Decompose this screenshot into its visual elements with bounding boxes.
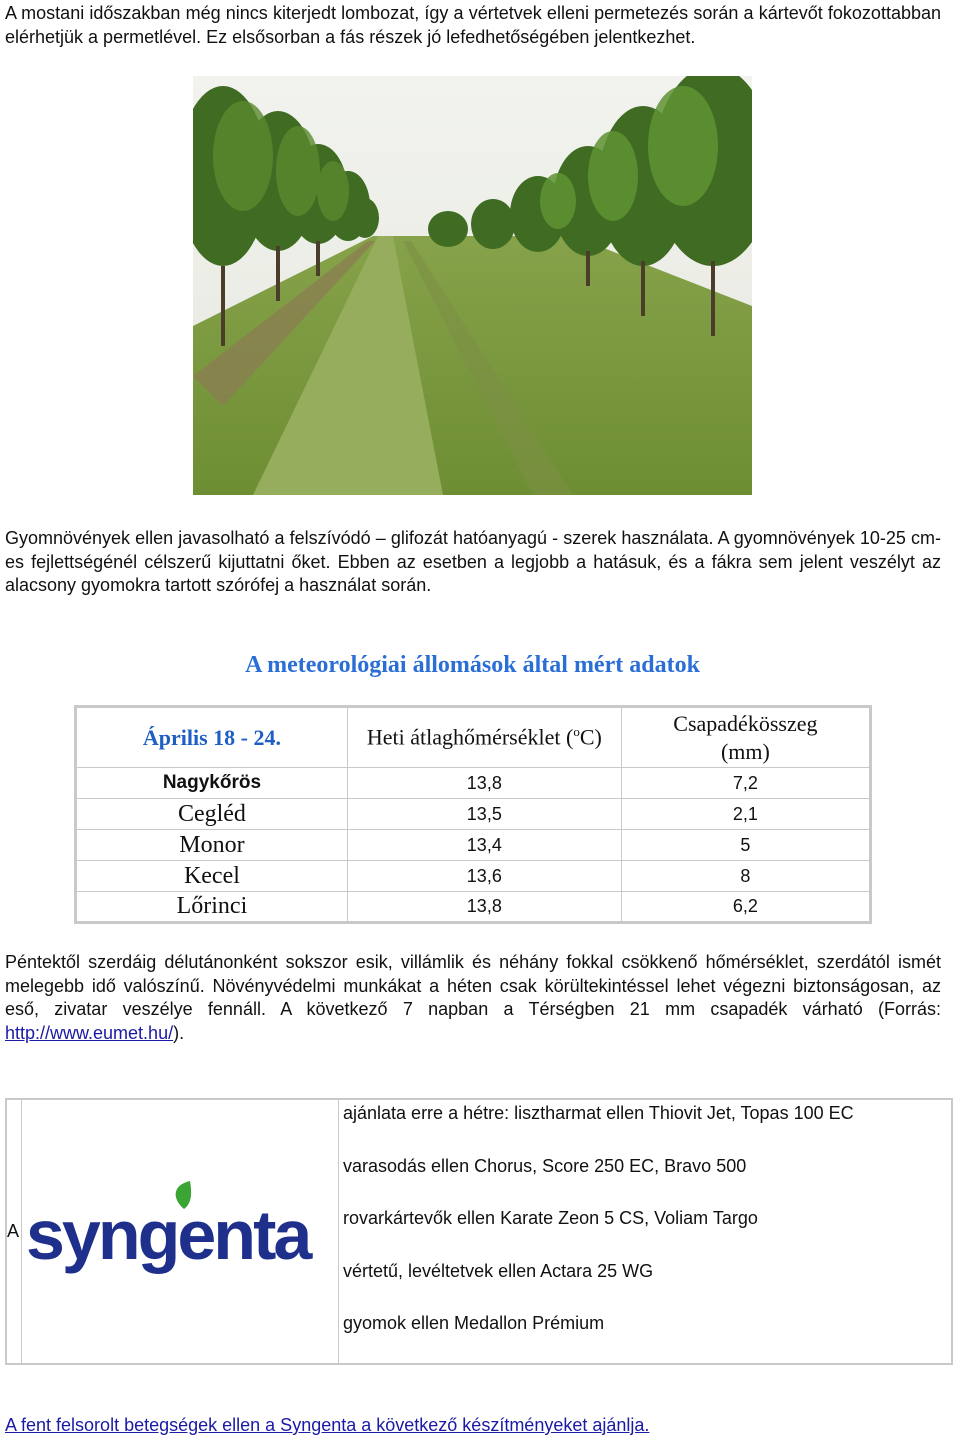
period-label: Április 18 - 24. — [76, 707, 348, 768]
orchard-photo-drawing — [193, 76, 752, 495]
syngenta-logo — [22, 1099, 339, 1364]
station-name: Monor — [76, 830, 348, 861]
offer-item: varasodás ellen Chorus, Score 250 EC, Bravo 500 — [343, 1155, 747, 1176]
offer-item: ajánlata erre a hétre: lisztharmat ellen Thiovit Jet, Topas 100 EC — [343, 1103, 854, 1123]
precipitation-value: 2,1 — [621, 799, 870, 830]
table-row — [76, 799, 871, 830]
forecast-paragraph — [5, 951, 941, 1045]
table-row — [76, 768, 871, 799]
precipitation-column-header: Csapadékösszeg (mm) — [621, 707, 870, 768]
offer-item: gyomok ellen Medallon Prémium — [343, 1313, 605, 1334]
offer-list — [339, 1099, 953, 1364]
syngenta-wordmark: syngenta — [26, 1195, 310, 1274]
temperature-value: 13,8 — [347, 768, 621, 799]
recommended-products-link[interactable]: A fent felsorolt betegségek ellen a Syngenta a következő készítményeket ajánlja. — [5, 1415, 650, 1435]
temperature-value: 13,5 — [347, 799, 621, 830]
precipitation-value: 8 — [621, 861, 870, 892]
forecast-text: Péntektől szerdáig délutánonként sokszor esik, villámlik és néhány fokkal csökkenő hőmérséklet, szerdától ismét melegebb idő valószínű. Növényvédelmi munkákat a héten csak körültekintéssel lehet végezni biztonságosan, az eső, zivatar veszélye fennáll. A következő 7 napban a Térségben 21 mm csapadék várható (Forrás: — [5, 952, 941, 1019]
eumet-link[interactable]: http://www.eumet.hu/ — [5, 1022, 174, 1043]
syngenta-logo-mark — [22, 1179, 338, 1279]
temperature-value: 13,4 — [347, 830, 621, 861]
station-name: Nagykőrös — [76, 768, 348, 799]
offer-item: vértetű, levéltetvek ellen Actara 25 WG — [343, 1260, 654, 1281]
temperature-column-header: Heti átlaghőmérséklet ($^o$C) — [347, 707, 621, 768]
precipitation-value: 6,2 — [621, 892, 870, 923]
station-name: Lőrinci — [76, 892, 348, 923]
orchard-photo — [193, 76, 752, 495]
forecast-end: ). — [173, 1022, 185, 1043]
table-row — [76, 861, 871, 892]
precipitation-value: 5 — [621, 830, 870, 861]
table-row — [76, 892, 871, 923]
temperature-value: 13,6 — [347, 861, 621, 892]
offer-item: rovarkártevők ellen Karate Zeon 5 CS, Voliam Targo — [343, 1208, 758, 1229]
syngenta-offer-table — [5, 1098, 953, 1365]
meteo-data-table — [74, 705, 872, 924]
precipitation-value: 7,2 — [621, 768, 870, 799]
meteo-header-row — [76, 707, 871, 768]
offer-prefix: A — [6, 1099, 22, 1364]
weed-control-paragraph: Gyomnövények ellen javasolható a felszívódó – glifozát hatóanyagú - szerek használata. A gyomnövények 10-25 cm-es fejlettségénél célszerű kijuttatni őket. Ebben az esetben a legjobb a hatásuk, és a fákra sem jelent veszélyt az alacsony gyomokra tartott szórófej a használat során. — [5, 528, 941, 595]
intro-paragraph: A mostani időszakban még nincs kiterjedt lombozat, így a vértetvek elleni permetezés során a kártevőt fokozottabban elérhetjük a permetlével. Ez elsősorban a fás részek jó lefedhetőségében jelentkezhet. — [5, 3, 941, 47]
station-name: Cegléd — [76, 799, 348, 830]
meteo-section-title: A meteorológiai állomások által mért adatok — [245, 652, 700, 678]
station-name: Kecel — [76, 861, 348, 892]
table-row — [76, 830, 871, 861]
temperature-value: 13,8 — [347, 892, 621, 923]
